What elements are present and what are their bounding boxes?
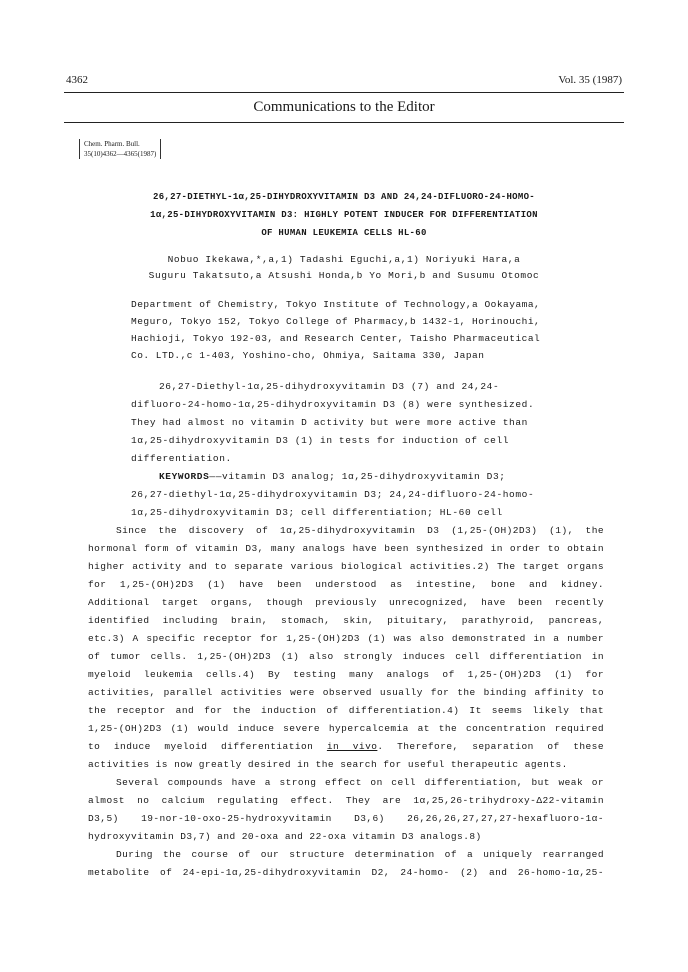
body-line: activities, parallel activities were observed usually for the binding affinity to (88, 687, 604, 698)
article-title (0, 188, 688, 242)
author-list (0, 252, 688, 284)
body-text (88, 522, 604, 882)
body-line: Several compounds have a strong effect on cell differentiation, but weak or (116, 777, 604, 788)
affiliation-line: Meguro, Tokyo 152, Tokyo College of Pharmacy,b 1432-1, Horinouchi, (131, 316, 541, 327)
body-line: etc.3) A specific receptor for 1,25-(OH)2D3 (1) was also demonstrated in a number (88, 633, 604, 644)
keywords-line: 1α,25-dihydroxyvitamin D3; cell differentiation; HL-60 cell (131, 507, 503, 518)
body-line: higher activity and to separate various biological activities.2) The target organs (88, 561, 604, 572)
citation-box (79, 139, 161, 159)
body-line-part: to induce myeloid differentiation (88, 741, 327, 752)
body-line: metabolite of 24-epi-1α,25-dihydroxyvitamin D2, 24-homo- (2) and 26-homo-1α,25- (88, 867, 604, 878)
keywords-label: KEYWORDS (159, 471, 210, 482)
citation-reference: 35(10)4362—4365(1987) (84, 150, 157, 158)
keywords (131, 468, 571, 522)
affiliation-line: Hachioji, Tokyo 192-03, and Research Center, Taisho Pharmaceutical (131, 333, 541, 344)
body-line: hormonal form of vitamin D3, many analogs have been synthesized in order to obtain (88, 543, 604, 554)
affiliation-line: Co. LTD.,c 1-403, Yoshino-cho, Ohmiya, Saitama 330, Japan (131, 350, 485, 361)
citation-journal: Chem. Pharm. Bull. (84, 140, 140, 148)
page-number: 4362 (66, 74, 88, 86)
in-vivo-emphasis: in vivo (326, 741, 378, 752)
abstract (131, 378, 571, 522)
body-line: almost no calcium regulating effect. They are 1α,25,26-trihydroxy-Δ22-vitamin (88, 795, 604, 806)
body-line: Additional target organs, though previously unrecognized, have been recently (88, 597, 604, 608)
affiliation-line: Department of Chemistry, Tokyo Institute of Technology,a Ookayama, (131, 299, 541, 310)
body-line: hydroxyvitamin D3,7) and 20-oxa and 22-oxa vitamin D3 analogs.8) (88, 831, 482, 842)
abstract-line: difluoro-24-homo-1α,25-dihydroxyvitamin D3 (8) were synthesized. (131, 399, 535, 410)
abstract-line: differentiation. (131, 453, 232, 464)
body-line: myeloid leukemia cells.4) By testing many analogs of 1,25-(OH)2D3 (1) for (88, 669, 604, 680)
keywords-line: ——vitamin D3 analog; 1α,25-dihydroxyvitamin D3; (209, 471, 506, 482)
affiliations (131, 296, 571, 364)
abstract-line: They had almost no vitamin D activity but were more active than (131, 417, 528, 428)
body-line: D3,5) 19-nor-10-oxo-25-hydroxyvitamin D3,6) 26,26,26,27,27,27-hexafluoro-1α- (88, 813, 604, 824)
body-line: 1,25-(OH)2D3 (1) would induce severe hypercalcemia at the concentration required (88, 723, 604, 734)
section-title: Communications to the Editor (253, 99, 435, 115)
keywords-line: 26,27-diethyl-1α,25-dihydroxyvitamin D3; 24,24-difluoro-24-homo- (131, 489, 535, 500)
body-line: of tumor cells. 1,25-(OH)2D3 (1) also strongly induces cell differentiation in (88, 651, 604, 662)
body-line: the receptor and for the induction of differentiation.4) It seems likely that (88, 705, 604, 716)
body-line-part: . Therefore, separation of these (377, 741, 604, 752)
title-line: 26,27-DIETHYL-1α,25-DIHYDROXYVITAMIN D3 AND 24,24-DIFLUORO-24-HOMO- (153, 192, 535, 202)
author-line: Suguru Takatsuto,a Atsushi Honda,b Yo Mori,b and Susumu Otomoc (148, 270, 540, 281)
body-line (88, 738, 604, 756)
header-rule-bottom (64, 122, 624, 123)
journal-volume: Vol. 35 (1987) (558, 74, 622, 86)
title-line: 1α,25-DIHYDROXYVITAMIN D3: HIGHLY POTENT INDUCER FOR DIFFERENTIATION (150, 210, 538, 220)
abstract-line: 1α,25-dihydroxyvitamin D3 (1) in tests for induction of cell (131, 435, 510, 446)
body-line: During the course of our structure determination of a uniquely rearranged (116, 849, 604, 860)
body-line: for 1,25-(OH)2D3 (1) have been understood as intestine, bone and kidney. (88, 579, 604, 590)
abstract-line: 26,27-Diethyl-1α,25-dihydroxyvitamin D3 (7) and 24,24- (159, 381, 500, 392)
body-line: Since the discovery of 1α,25-dihydroxyvitamin D3 (1,25-(OH)2D3) (1), the (116, 525, 604, 536)
title-line: OF HUMAN LEUKEMIA CELLS HL-60 (261, 228, 427, 238)
body-line: activities is now greatly desired in the search for useful therapeutic agents. (88, 759, 568, 770)
body-line: identified including brain, stomach, skin, pituitary, parathyroid, pancreas, (88, 615, 604, 626)
header-rule (64, 92, 624, 93)
author-line: Nobuo Ikekawa,*,a,1) Tadashi Eguchi,a,1) Noriyuki Hara,a (167, 254, 521, 265)
